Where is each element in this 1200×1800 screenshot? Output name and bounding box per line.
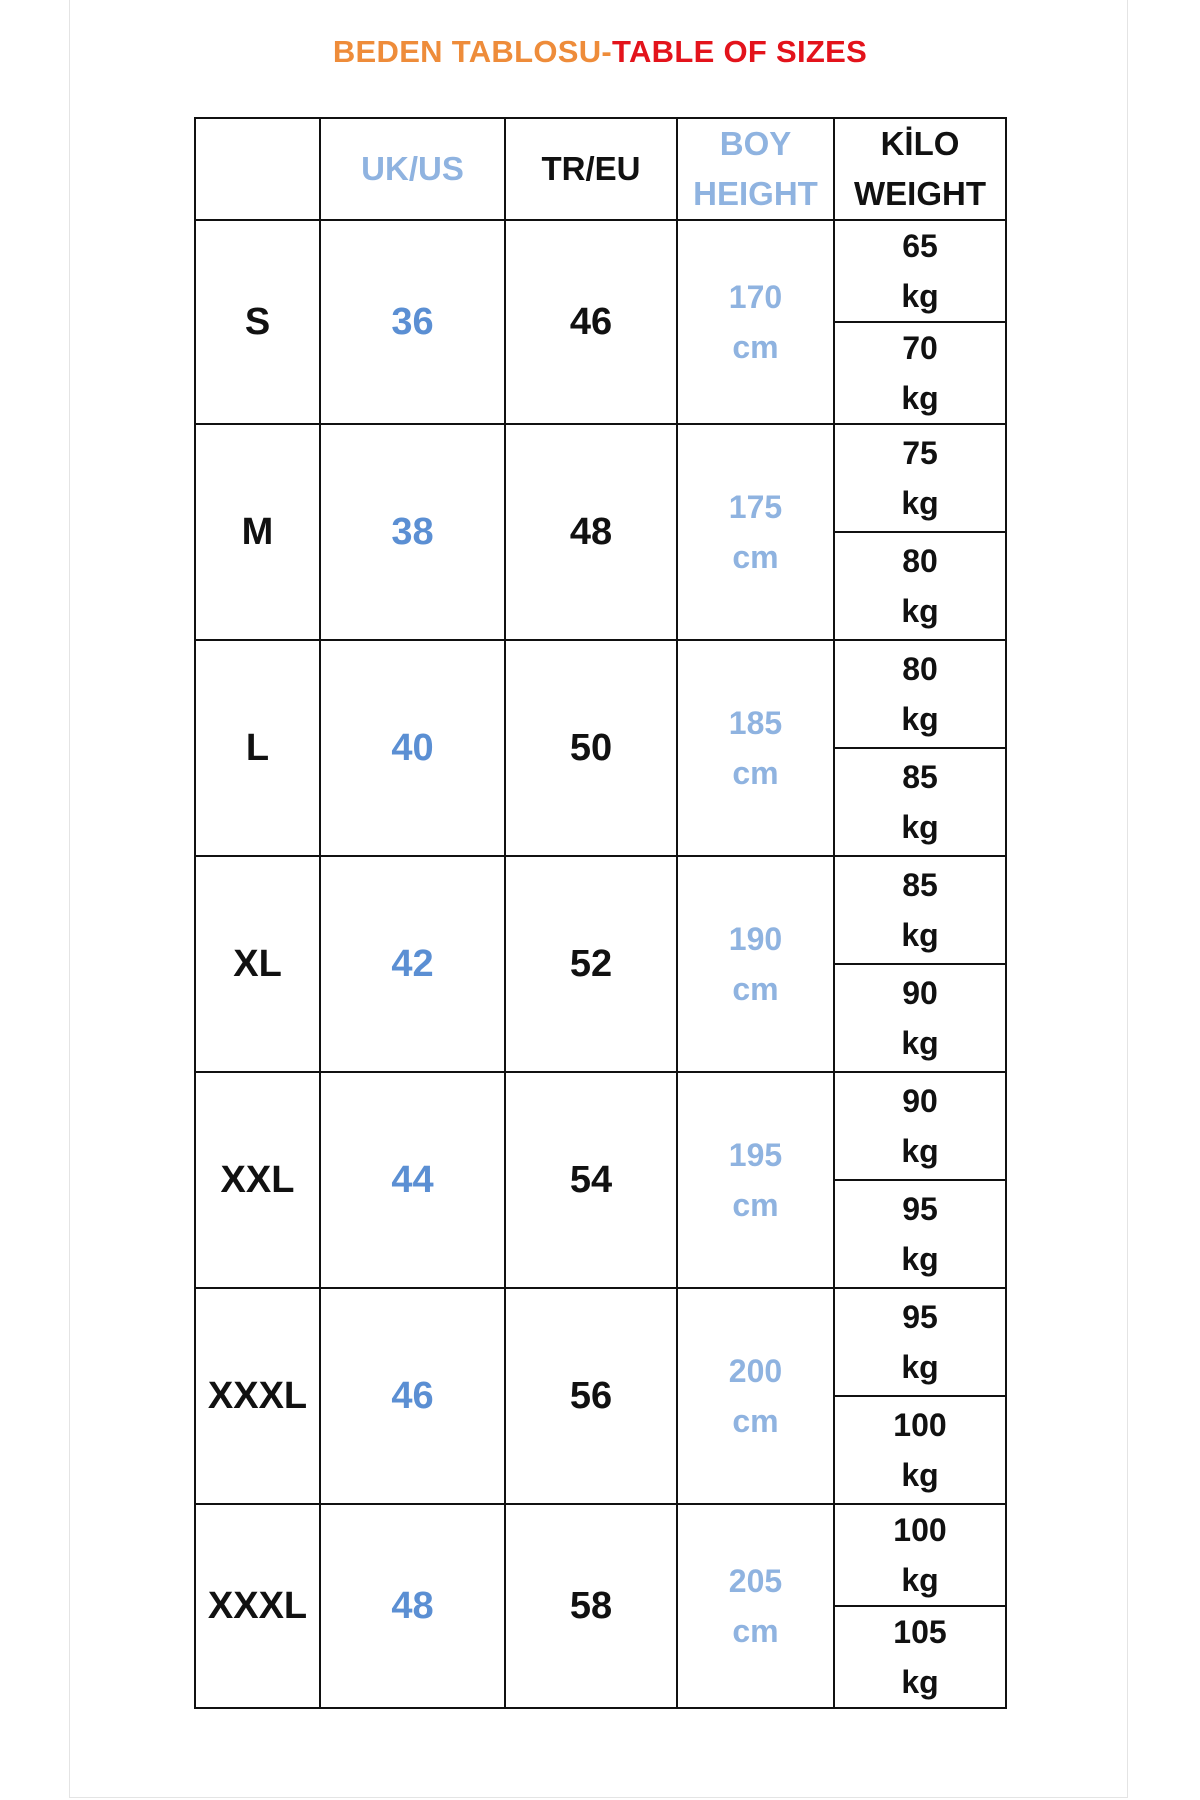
weight-cell — [834, 856, 1006, 964]
ukus-cell: 48 — [320, 1504, 505, 1708]
height-unit: cm — [732, 971, 779, 1007]
weight-value: 90 — [902, 1083, 938, 1119]
table-row — [195, 424, 1006, 532]
size-cell: M — [195, 424, 320, 640]
height-cell — [677, 1072, 834, 1288]
weight-cell — [834, 748, 1006, 856]
height-cell — [677, 424, 834, 640]
ukus-cell: 36 — [320, 220, 505, 424]
weight-unit: kg — [901, 809, 939, 845]
height-cell — [677, 1504, 834, 1708]
weight-unit: kg — [901, 1562, 939, 1598]
header-height-en: HEIGHT — [693, 175, 818, 212]
table-row — [195, 220, 1006, 322]
table-row — [195, 1504, 1006, 1606]
size-cell: XXXL — [195, 1504, 320, 1708]
size-table — [194, 117, 1007, 1709]
weight-unit: kg — [901, 1457, 939, 1493]
weight-value: 65 — [902, 228, 938, 264]
height-value: 190 — [728, 921, 783, 957]
weight-value: 80 — [902, 651, 938, 687]
treu-cell: 52 — [505, 856, 677, 1072]
weight-cell — [834, 322, 1006, 424]
treu-cell: 48 — [505, 424, 677, 640]
height-cell — [677, 220, 834, 424]
weight-value: 80 — [902, 543, 938, 579]
weight-unit: kg — [901, 278, 939, 314]
size-cell: S — [195, 220, 320, 424]
weight-value: 95 — [902, 1191, 938, 1227]
height-unit: cm — [732, 1187, 779, 1223]
header-size — [195, 118, 320, 220]
size-cell: L — [195, 640, 320, 856]
weight-cell — [834, 424, 1006, 532]
size-cell: XXXL — [195, 1288, 320, 1504]
weight-value: 75 — [902, 435, 938, 471]
treu-cell: 54 — [505, 1072, 677, 1288]
weight-cell — [834, 1504, 1006, 1606]
weight-value: 85 — [902, 759, 938, 795]
header-weight — [834, 118, 1006, 220]
height-value: 205 — [728, 1563, 783, 1599]
height-value: 175 — [728, 489, 783, 525]
height-value: 195 — [728, 1137, 783, 1173]
ukus-cell: 44 — [320, 1072, 505, 1288]
title-english: TABLE OF SIZES — [612, 34, 868, 69]
table-row — [195, 1288, 1006, 1396]
weight-value: 100 — [893, 1512, 947, 1548]
weight-unit: kg — [901, 1664, 939, 1700]
header-treu: TR/EU — [505, 118, 677, 220]
height-unit: cm — [732, 755, 779, 791]
height-unit: cm — [732, 1613, 779, 1649]
weight-cell — [834, 1180, 1006, 1288]
weight-cell — [834, 220, 1006, 322]
weight-value: 85 — [902, 867, 938, 903]
ukus-cell: 42 — [320, 856, 505, 1072]
table-row — [195, 856, 1006, 964]
height-unit: cm — [732, 329, 779, 365]
page-title — [0, 34, 1200, 70]
header-weight-en: WEIGHT — [854, 175, 986, 212]
weight-value: 105 — [893, 1614, 947, 1650]
weight-unit: kg — [901, 485, 939, 521]
height-unit: cm — [732, 539, 779, 575]
weight-unit: kg — [901, 1025, 939, 1061]
weight-value: 90 — [902, 975, 938, 1011]
treu-cell: 58 — [505, 1504, 677, 1708]
table-row — [195, 1072, 1006, 1180]
treu-cell: 50 — [505, 640, 677, 856]
weight-unit: kg — [901, 1133, 939, 1169]
height-value: 185 — [728, 705, 783, 741]
table-row — [195, 640, 1006, 748]
height-value: 200 — [728, 1353, 783, 1389]
height-cell — [677, 640, 834, 856]
weight-cell — [834, 1396, 1006, 1504]
height-value: 170 — [728, 279, 783, 315]
weight-cell — [834, 1288, 1006, 1396]
weight-unit: kg — [901, 380, 939, 416]
header-ukus: UK/US — [320, 118, 505, 220]
treu-cell: 46 — [505, 220, 677, 424]
weight-unit: kg — [901, 701, 939, 737]
weight-value: 95 — [902, 1299, 938, 1335]
ukus-cell: 38 — [320, 424, 505, 640]
height-cell — [677, 856, 834, 1072]
ukus-cell: 40 — [320, 640, 505, 856]
ukus-cell: 46 — [320, 1288, 505, 1504]
weight-unit: kg — [901, 1241, 939, 1277]
height-unit: cm — [732, 1403, 779, 1439]
weight-cell — [834, 1606, 1006, 1708]
weight-cell — [834, 964, 1006, 1072]
weight-cell — [834, 640, 1006, 748]
weight-cell — [834, 532, 1006, 640]
header-row — [195, 118, 1006, 220]
size-cell: XXL — [195, 1072, 320, 1288]
title-turkish: BEDEN TABLOSU- — [332, 34, 613, 69]
weight-unit: kg — [901, 917, 939, 953]
size-cell: XL — [195, 856, 320, 1072]
weight-unit: kg — [901, 593, 939, 629]
weight-unit: kg — [901, 1349, 939, 1385]
weight-value: 70 — [902, 330, 938, 366]
weight-cell — [834, 1072, 1006, 1180]
header-height — [677, 118, 834, 220]
treu-cell: 56 — [505, 1288, 677, 1504]
weight-value: 100 — [893, 1407, 947, 1443]
header-height-tr: BOY — [719, 125, 792, 162]
table-body — [195, 220, 1006, 1708]
height-cell — [677, 1288, 834, 1504]
header-weight-tr: KİLO — [880, 125, 960, 162]
